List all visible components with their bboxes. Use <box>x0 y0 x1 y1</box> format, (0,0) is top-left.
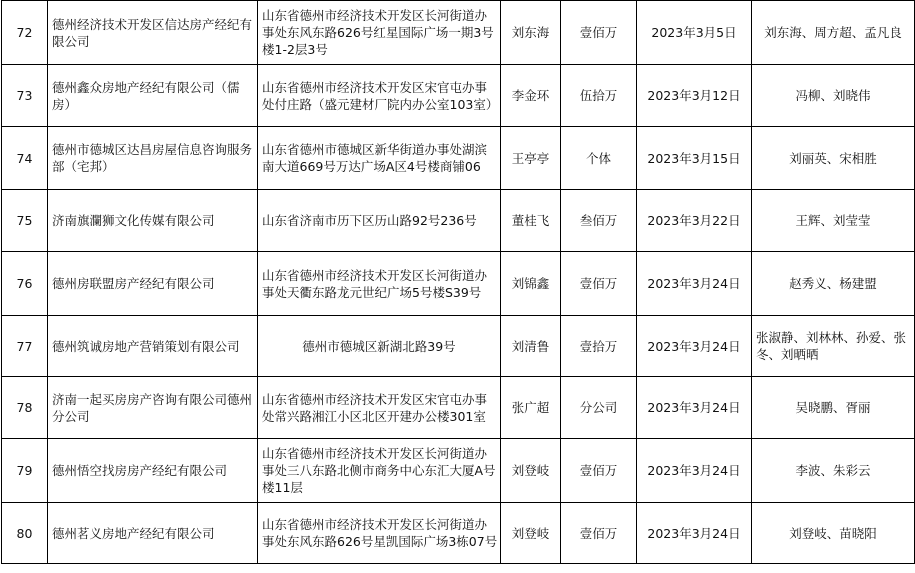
legal-person: 王亭亭 <box>501 127 561 190</box>
record-date: 2023年3月24日 <box>637 503 752 564</box>
company-address: 山东省德州市德城区新华街道办事处湖滨南大道669号万达广场A区4号楼商铺06 <box>258 127 501 190</box>
record-date: 2023年3月12日 <box>637 65 752 127</box>
staff-names: 吴晓鹏、胥丽 <box>752 377 915 439</box>
registered-capital: 伍拾万 <box>561 65 637 127</box>
staff-names: 刘丽英、宋相胜 <box>752 127 915 190</box>
table-row <box>2 377 915 439</box>
company-address: 山东省德州市经济技术开发区长河街道办事处三八东路北侧市商务中心东汇大厦A号楼11层 <box>258 439 501 503</box>
registered-capital: 个体 <box>561 127 637 190</box>
row-number: 80 <box>2 503 48 564</box>
company-name: 德州经济技术开发区信达房产经纪有限公司 <box>48 1 258 65</box>
table-row <box>2 316 915 377</box>
table-row <box>2 65 915 127</box>
company-address: 山东省德州市经济技术开发区长河街道办事处天衢东路龙元世纪广场5号楼S39号 <box>258 252 501 316</box>
company-name: 德州房联盟房产经纪有限公司 <box>48 252 258 316</box>
row-number: 73 <box>2 65 48 127</box>
row-number: 75 <box>2 190 48 252</box>
table-row <box>2 252 915 316</box>
company-address: 山东省济南市历下区历山路92号236号 <box>258 190 501 252</box>
legal-person: 李金环 <box>501 65 561 127</box>
staff-names: 张淑静、刘林林、孙爱、张冬、刘晒晒 <box>752 316 915 377</box>
company-name: 德州悟空找房房产经纪有限公司 <box>48 439 258 503</box>
table-row <box>2 503 915 564</box>
record-date: 2023年3月22日 <box>637 190 752 252</box>
registered-capital: 壹佰万 <box>561 1 637 65</box>
row-number: 72 <box>2 1 48 65</box>
staff-names: 刘东海、周方超、孟凡良 <box>752 1 915 65</box>
table-row <box>2 190 915 252</box>
company-name: 济南旗瀾狮文化传媒有限公司 <box>48 190 258 252</box>
company-name: 德州茗义房地产经纪有限公司 <box>48 503 258 564</box>
legal-person: 刘清鲁 <box>501 316 561 377</box>
staff-names: 李波、朱彩云 <box>752 439 915 503</box>
row-number: 74 <box>2 127 48 190</box>
registered-capital: 叁佰万 <box>561 190 637 252</box>
record-date: 2023年3月24日 <box>637 439 752 503</box>
record-date: 2023年3月5日 <box>637 1 752 65</box>
company-address: 山东省德州市经济技术开发区长河街道办事处东风东路626号红星国际广场一期3号楼1-2层3号 <box>258 1 501 65</box>
staff-names: 赵秀义、杨建盟 <box>752 252 915 316</box>
legal-person: 刘东海 <box>501 1 561 65</box>
legal-person: 刘锦鑫 <box>501 252 561 316</box>
staff-names: 刘登岐、苗晓阳 <box>752 503 915 564</box>
legal-person: 董桂飞 <box>501 190 561 252</box>
row-number: 76 <box>2 252 48 316</box>
registered-capital: 壹佰万 <box>561 439 637 503</box>
company-name: 德州筑诚房地产营销策划有限公司 <box>48 316 258 377</box>
company-name: 济南一起买房房产咨询有限公司德州分公司 <box>48 377 258 439</box>
staff-names: 王辉、刘莹莹 <box>752 190 915 252</box>
registered-capital: 分公司 <box>561 377 637 439</box>
company-address: 山东省德州市经济技术开发区宋官屯办事处常兴路湘江小区北区开建办公楼301室 <box>258 377 501 439</box>
table-row <box>2 439 915 503</box>
company-name: 德州市德城区达昌房屋信息咨询服务部（宅邦） <box>48 127 258 190</box>
row-number: 77 <box>2 316 48 377</box>
record-date: 2023年3月15日 <box>637 127 752 190</box>
record-date: 2023年3月24日 <box>637 252 752 316</box>
table-row <box>2 1 915 65</box>
registered-capital: 壹拾万 <box>561 316 637 377</box>
row-number: 79 <box>2 439 48 503</box>
company-name: 德州鑫众房地产经纪有限公司（儒房） <box>48 65 258 127</box>
company-address: 山东省德州市经济技术开发区长河街道办事处东风东路626号星凯国际广场3栋07号 <box>258 503 501 564</box>
agency-registry-table <box>1 0 915 564</box>
record-date: 2023年3月24日 <box>637 316 752 377</box>
table-row <box>2 127 915 190</box>
company-address: 德州市德城区新湖北路39号 <box>258 316 501 377</box>
row-number: 78 <box>2 377 48 439</box>
staff-names: 冯柳、刘晓伟 <box>752 65 915 127</box>
record-date: 2023年3月24日 <box>637 377 752 439</box>
legal-person: 刘登岐 <box>501 439 561 503</box>
company-address: 山东省德州市经济技术开发区宋官屯办事处付庄路（盛元建材厂院内办公室103室） <box>258 65 501 127</box>
registered-capital: 壹佰万 <box>561 252 637 316</box>
legal-person: 刘登岐 <box>501 503 561 564</box>
legal-person: 张广超 <box>501 377 561 439</box>
registered-capital: 壹佰万 <box>561 503 637 564</box>
